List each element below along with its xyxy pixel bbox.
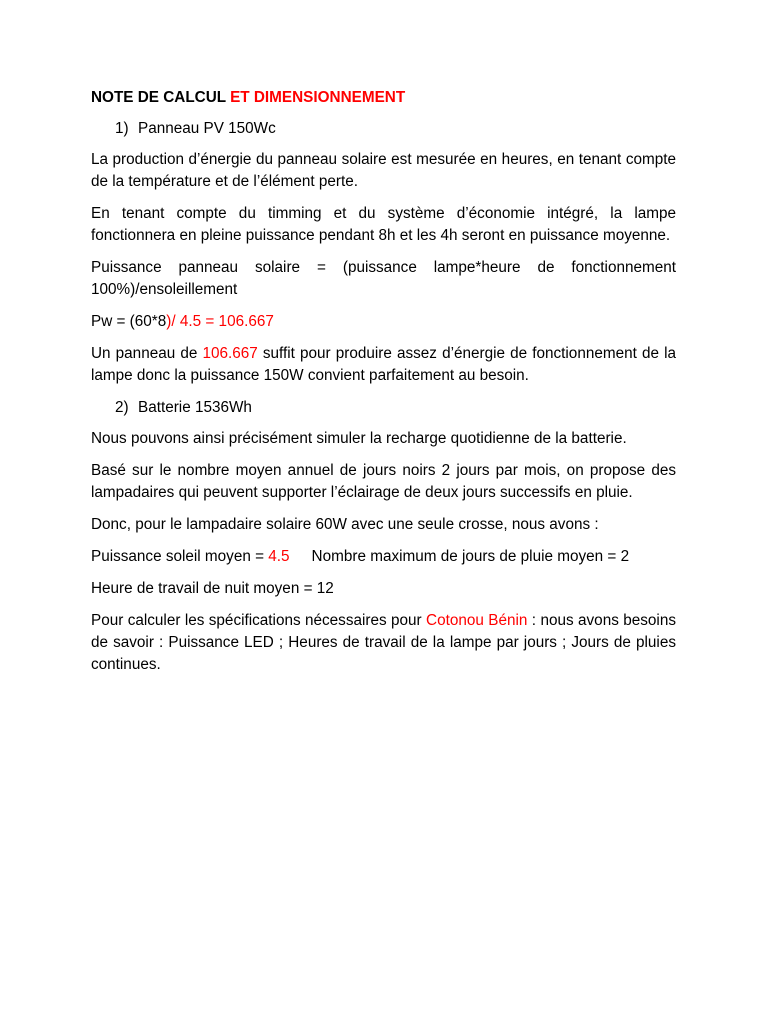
- paragraph-recharge: Nous pouvons ainsi précisément simuler la recharge quotidienne de la batterie.: [91, 430, 627, 447]
- panneau-value: 106.667: [202, 345, 258, 362]
- section-1-text: Panneau PV 150Wc: [138, 120, 276, 137]
- panneau-after: suffit pour produire assez d’énergie de fonctionnement de la lampe donc la puissance 150W convient parfaitement au besoin.: [91, 345, 676, 384]
- paragraph-production: La production d’énergie du panneau solaire est mesurée en heures, en tenant compte de la température et de l’élément perte.: [91, 151, 676, 190]
- formula-pw: [91, 311, 676, 333]
- soleil-value: 4.5: [268, 548, 290, 565]
- section-2-text: Batterie 1536Wh: [138, 399, 252, 416]
- formula-black: Pw = (60*8: [91, 313, 167, 330]
- formula-red: )/ 4.5 = 106.667: [166, 313, 274, 330]
- title-black: NOTE DE CALCUL: [91, 89, 231, 106]
- paragraph-lampadaire: Donc, pour le lampadaire solaire 60W avec une seule crosse, nous avons :: [91, 516, 599, 533]
- section-1-number: 1): [115, 120, 129, 137]
- panneau-before: Un panneau de: [91, 345, 203, 362]
- paragraph-puissance-formula: Puissance panneau solaire = (puissance lampe*heure de fonctionnement 100%)/ensoleillement: [91, 259, 676, 298]
- soleil-label: Puissance soleil moyen =: [91, 548, 269, 565]
- paragraph-panneau: [91, 343, 676, 387]
- paragraph-heure-travail: Heure de travail de nuit moyen = 12: [91, 580, 334, 597]
- paragraph-timming: En tenant compte du timming et du système d’économie intégré, la lampe fonctionnera en pleine puissance pendant 8h et les 4h seront en puissance moyenne.: [91, 205, 676, 244]
- paragraph-jours-noirs: Basé sur le nombre moyen annuel de jours noirs 2 jours par mois, on propose des lampadaires qui peuvent supporter l’éclairage de deux jours successifs en pluie.: [91, 462, 676, 501]
- section-1-heading: [91, 118, 676, 140]
- spec-after: : nous avons besoins de savoir : Puissance LED ; Heures de travail de la lampe par jours ; Jours de pluies continues.: [91, 612, 676, 673]
- section-2-heading: [91, 397, 676, 419]
- spec-before: Pour calculer les spécifications nécessaires pour: [91, 612, 427, 629]
- section-2-number: 2): [115, 399, 129, 416]
- paragraph-puissance-soleil: [91, 546, 676, 568]
- pluie-text: Nombre maximum de jours de pluie moyen = 2: [311, 548, 630, 565]
- spec-location: Cotonou Bénin: [426, 612, 528, 629]
- document-body: [91, 87, 676, 686]
- document-title: [91, 87, 676, 109]
- title-red: ET DIMENSIONNEMENT: [230, 89, 406, 106]
- paragraph-specifications: [91, 610, 676, 676]
